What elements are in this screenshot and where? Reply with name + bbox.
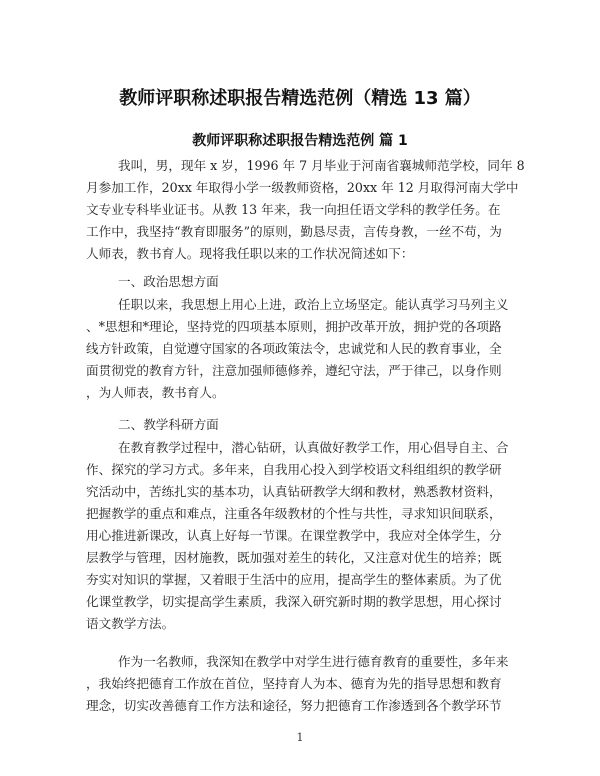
paragraph-line: 工作中，我坚持“教育即服务”的原则，勤恳尽责，言传身教，一丝不苟，为 — [86, 224, 502, 239]
paragraph-line: 月参加工作，20xx 年取得小学一级教师资格，20xx 年 12 月取得河南大学中 — [86, 180, 519, 195]
paragraph-line: 作为一名教师，我深知在教学中对学生进行德育教育的重要性，多年来 — [118, 654, 509, 669]
paragraph-line: 、*思想和*理论，坚持党的四项基本原则，拥护改革开放，拥护党的各项路 — [86, 319, 502, 334]
paragraph-line: 语文教学方法。 — [86, 616, 175, 631]
paragraph-line: 作、探究的学习方式。多年来，自我用心投入到学校语文科组组织的教学研 — [86, 462, 502, 477]
paragraph-line: 把握教学的重点和难点，注重各年级教材的个性与共性，寻求知识间联系， — [86, 506, 502, 521]
page-number: 1 — [296, 731, 304, 744]
paragraph-line: 究活动中，苦练扎实的基本功，认真钻研教学大纲和教材，熟悉教材资料， — [86, 484, 502, 499]
paragraph-line: 线方针政策，自觉遵守国家的各项政策法令，忠诚党和人民的教育事业，全 — [86, 341, 502, 356]
document-title: 教师评职称述职报告精选范例（精选 13 篇） — [119, 88, 481, 109]
paragraph-line: 我叫，男，现年 x 岁，1996 年 7 月毕业于河南省襄城师范学校，同年 8 — [118, 158, 525, 173]
paragraph-line: 层教学与管理，因材施教，既加强对差生的转化，又注意对优生的培养；既 — [86, 550, 502, 565]
paragraph-line: 夯实对知识的掌握，又着眼于生活中的应用，提高学生的整体素质。为了优 — [86, 572, 502, 587]
paragraph-line: 文专业专科毕业证书。从教 13 年来，我一向担任语文学科的教学任务。在 — [86, 202, 501, 217]
heading-political: 一、政治思想方面 — [118, 274, 219, 289]
paragraph-line: 任职以来，我思想上用心上进，政治上立场坚定。能认真学习马列主义 — [118, 297, 509, 312]
paragraph-line: 化课堂教学，切实提高学生素质，我深入研究新时期的教学思想，用心探讨 — [86, 594, 502, 609]
paragraph-line: 理念，切实改善德育工作方法和途径，努力把德育工作渗透到各个教学环节 — [86, 698, 502, 713]
paragraph-line: 面贯彻党的教育方针，注意加强师德修养，遵纪守法，严于律己，以身作则 — [86, 363, 502, 378]
paragraph-line: 用心推进新课改，认真上好每一节课。在课堂教学中，我应对全体学生，分 — [86, 528, 502, 543]
paragraph-line: ，我始终把德育工作放在首位，坚持育人为本、德育为先的指导思想和教育 — [86, 676, 502, 691]
paragraph-line: ，为人师表，教书育人。 — [86, 385, 225, 400]
section-subtitle: 教师评职称述职报告精选范例 篇 1 — [192, 133, 408, 149]
paragraph-line: 人师表，教书育人。现将我任职以来的工作状况简述如下： — [86, 246, 414, 261]
paragraph-line: 在教育教学过程中，潜心钻研，认真做好教学工作，用心倡导自主、合 — [118, 440, 509, 455]
heading-teaching: 二、教学科研方面 — [118, 417, 219, 432]
